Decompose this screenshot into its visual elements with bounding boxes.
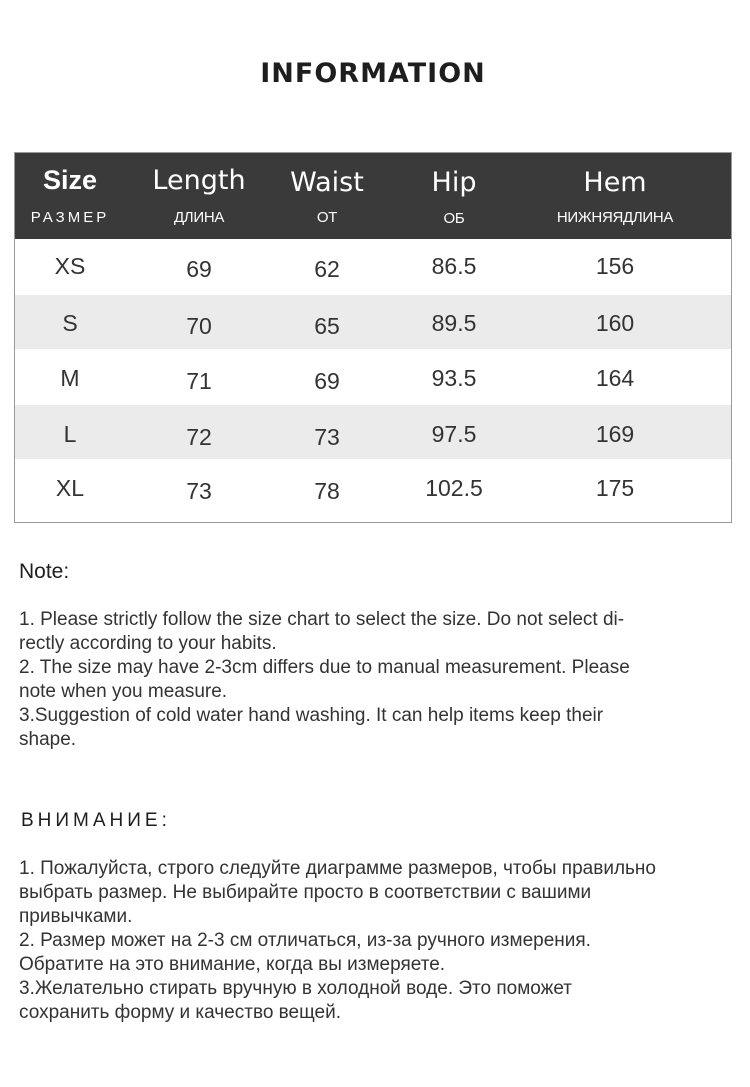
table-row xyxy=(15,241,731,295)
warning-heading: ВНИМАНИЕ: xyxy=(21,810,171,831)
table-row xyxy=(15,349,731,403)
warning-line: Обратите на это внимание, когда вы измеряете. xyxy=(19,954,446,975)
cell-size: S xyxy=(62,310,78,336)
cell-length: 70 xyxy=(186,313,212,339)
warning-line: 3.Желательно стирать вручную в холодной воде. Это поможет xyxy=(19,978,573,999)
cell-length: 69 xyxy=(186,256,212,282)
header-hip xyxy=(391,153,517,239)
warning-line: выбрать размер. Не выбирайте просто в соответствии с вашими xyxy=(19,882,592,903)
header-length-label: Length xyxy=(152,165,246,196)
cell-hem: 175 xyxy=(595,475,635,501)
header-hem xyxy=(545,153,685,239)
cell-length: 73 xyxy=(186,478,212,504)
cell-hem: 156 xyxy=(595,253,635,279)
header-size-ru: РАЗМЕР xyxy=(30,209,110,226)
page-title: INFORMATION xyxy=(260,58,486,89)
cell-size: XS xyxy=(54,253,86,279)
cell-hip: 89.5 xyxy=(431,310,477,336)
cell-hem: 169 xyxy=(595,421,635,447)
cell-size: M xyxy=(60,365,80,391)
cell-hip: 93.5 xyxy=(431,365,477,391)
warning-text xyxy=(19,857,719,1025)
size-chart-table xyxy=(14,152,732,523)
note-line: 3.Suggestion of cold water hand washing. It can help items keep their xyxy=(19,705,604,726)
cell-hem: 164 xyxy=(595,365,635,391)
warning-line: 2. Размер может на 2-3 см отличаться, из-за ручного измерения. xyxy=(19,930,591,951)
cell-hem: 160 xyxy=(595,310,635,336)
table-header xyxy=(15,153,731,239)
header-waist xyxy=(265,153,389,239)
header-waist-ru: ОТ xyxy=(316,209,338,226)
note-heading: Note: xyxy=(19,560,70,583)
cell-waist: 69 xyxy=(314,368,340,394)
cell-hip: 86.5 xyxy=(431,253,477,279)
warning-line: 1. Пожалуйста, строго следуйте диаграмме размеров, чтобы правильно xyxy=(19,858,656,879)
cell-waist: 62 xyxy=(314,256,340,282)
header-hip-label: Hip xyxy=(431,167,477,198)
cell-waist: 73 xyxy=(314,424,340,450)
note-line: rectly according to your habits. xyxy=(19,633,277,654)
header-hem-ru: НИЖНЯЯДЛИНА xyxy=(556,209,674,226)
note-line: note when you measure. xyxy=(19,681,228,702)
cell-length: 72 xyxy=(186,424,212,450)
header-waist-label: Waist xyxy=(290,167,364,198)
note-line: 1. Please strictly follow the size chart to select the size. Do not select di- xyxy=(19,609,625,630)
cell-hip: 102.5 xyxy=(425,475,483,501)
header-size xyxy=(15,153,125,239)
note-text xyxy=(19,608,719,752)
warning-line: сохранить форму и качество вещей. xyxy=(19,1002,341,1023)
cell-waist: 65 xyxy=(314,313,340,339)
header-size-label: Size xyxy=(42,165,98,195)
cell-waist: 78 xyxy=(314,478,340,504)
cell-hip: 97.5 xyxy=(431,421,477,447)
note-line: shape. xyxy=(19,729,77,750)
cell-size: L xyxy=(63,421,77,447)
header-length xyxy=(137,153,261,239)
header-length-ru: ДЛИНА xyxy=(173,209,225,226)
cell-length: 71 xyxy=(186,368,212,394)
note-line: 2. The size may have 2-3cm differs due to manual measurement. Please xyxy=(19,657,630,678)
table-row xyxy=(15,459,731,513)
header-hem-label: Hem xyxy=(583,167,647,198)
cell-size: XL xyxy=(55,475,85,501)
header-hip-ru: ОБ xyxy=(443,210,465,227)
warning-line: привычками. xyxy=(19,906,133,927)
table-row xyxy=(15,295,731,349)
table-row xyxy=(15,405,731,459)
